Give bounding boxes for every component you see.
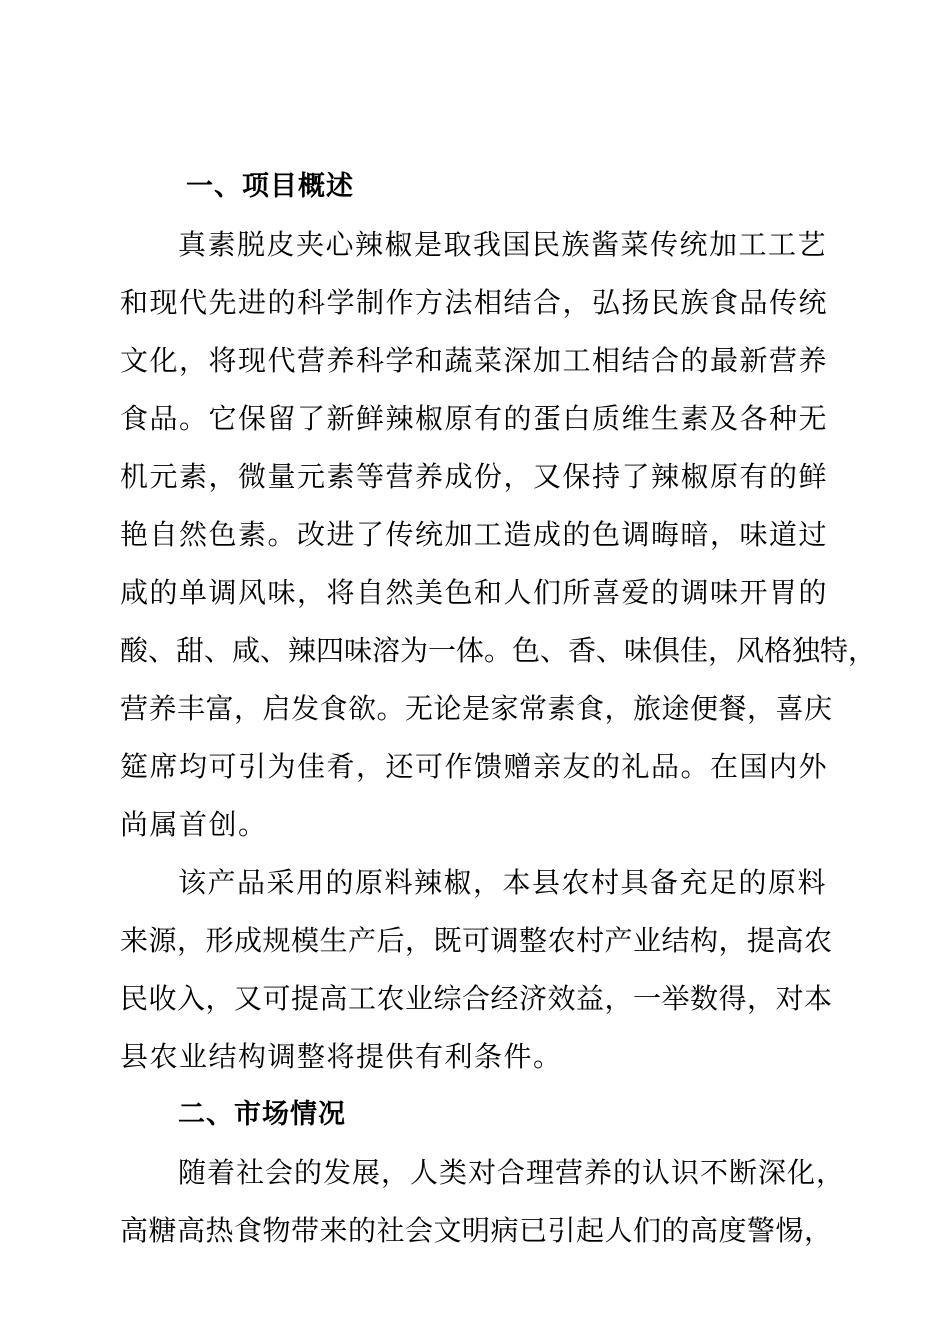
- paragraph-line: 尚属首创。: [120, 808, 268, 841]
- paragraph-line: 真素脱皮夹心辣椒是取我国民族酱菜传统加工工艺: [178, 228, 828, 261]
- paragraph-line: 筵席均可引为佳肴，还可作馈赠亲友的礼品。在国内外: [120, 750, 829, 783]
- paragraph-line: 食品。它保留了新鲜辣椒原有的蛋白质维生素及各种无: [120, 402, 829, 435]
- paragraph-line: 文化，将现代营养科学和蔬菜深加工相结合的最新营养: [120, 344, 829, 377]
- paragraph-line: 随着社会的发展，人类对合理营养的认识不断深化，: [178, 1156, 846, 1189]
- paragraph-line: 高糖高热食物带来的社会文明病已引起人们的高度警惕，: [120, 1214, 833, 1247]
- paragraph-line: 县农业结构调整将提供有利条件。: [120, 1040, 563, 1073]
- paragraph-line: 艳自然色素。改进了传统加工造成的色调晦暗，味道过: [120, 518, 829, 551]
- paragraph-line: 酸、甜、咸、辣四味溶为一体。色、香、味俱佳，风格独特，: [120, 634, 877, 667]
- paragraph-line: 该产品采用的原料辣椒，本县农村具备充足的原料: [178, 866, 828, 899]
- paragraph-line: 机元素，微量元素等营养成份，又保持了辣椒原有的鲜: [120, 460, 829, 493]
- section-heading-overview: 一、项目概述: [186, 171, 354, 202]
- paragraph-line: 和现代先进的科学制作方法相结合，弘扬民族食品传统: [120, 286, 829, 319]
- paragraph-line: 民收入，又可提高工农业综合经济效益，一举数得，对本: [120, 982, 833, 1015]
- paragraph-line: 来源，形成规模生产后，既可调整农村产业结构，提高农: [120, 924, 833, 957]
- section-heading-market: 二、市场情况: [178, 1099, 346, 1130]
- paragraph-line: 营养丰富，启发食欲。无论是家常素食，旅途便餐，喜庆: [120, 692, 833, 725]
- paragraph-line: 咸的单调风味，将自然美色和人们所喜爱的调味开胃的: [120, 576, 829, 609]
